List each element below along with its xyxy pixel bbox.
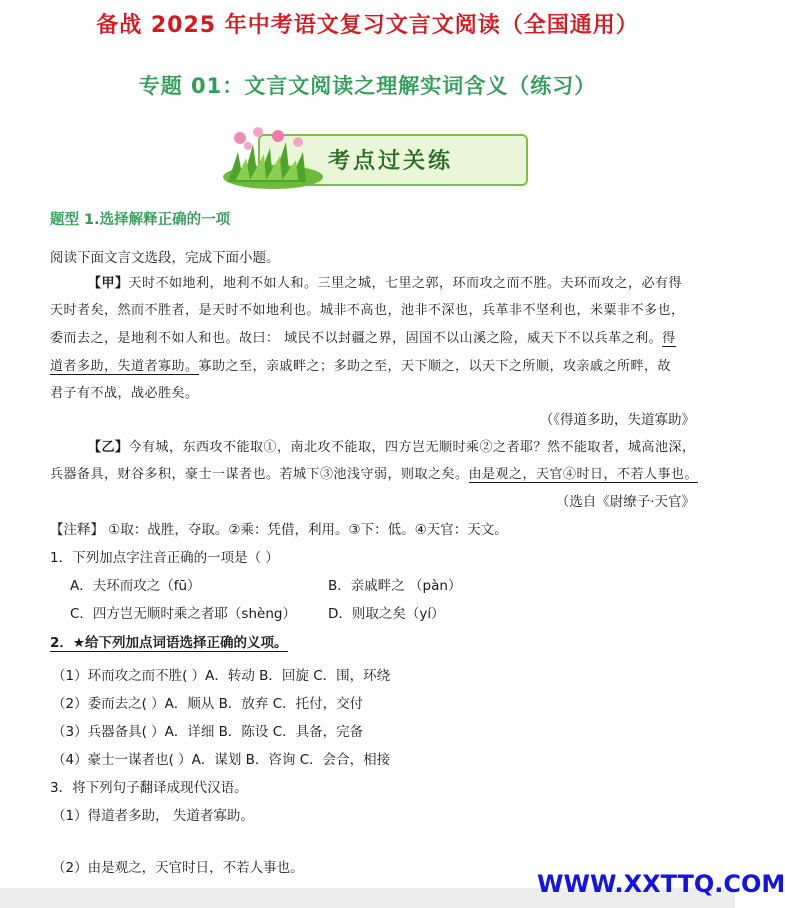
question-3-stem: 3．将下列句子翻译成现代汉语。 (50, 780, 248, 796)
q2-item: （3）兵器备具( ）A．详细 B．陈设 C．具备，完备 (52, 724, 364, 740)
passage-a-line: 委而去之，是地利不如人和也。故曰： 域民不以封疆之界，固国不以山溪之险，威天下不以兵革之利。得 (50, 331, 676, 346)
instruction: 阅读下面文言文选段，完成下面小题。 (50, 250, 280, 266)
passage-a-source: （《得道多助，失道寡助》 (539, 412, 695, 428)
question-2-stem: 2．★给下列加点词语选择正确的义项。 (50, 635, 288, 651)
q1-option-b: B．亲戚畔之 （pàn） (328, 578, 462, 594)
question-type-heading: 题型 1.选择解释正确的一项 (50, 212, 231, 228)
watermark-url[interactable]: WWW.XXTTQ.COM (537, 870, 785, 898)
q1-option-a: A．夫环而攻之（fū） (70, 578, 201, 594)
q1-option-c: C．四方岂无顺时乘之者耶（shèng） (70, 606, 296, 622)
banner-text: 考点过关练 (328, 149, 454, 174)
q2-item: （4）豪士一谋者也( ）A．谋划 B．咨询 C．会合，相接 (52, 752, 391, 768)
annotation-notes: 【注释】 ①取：战胜，夺取。②乘：凭借，利用。③下：低。④天官：天文。 (50, 522, 508, 538)
q1-option-d: D．则取之矣（yí） (328, 606, 445, 622)
document-subtitle: 专题 01：文言文阅读之理解实词含义（练习） (138, 74, 597, 98)
passage-b-source: （选自《尉缭子·天官》 (555, 494, 695, 510)
q2-item: （2）委而去之( ）A．顺从 B．放弃 C．托付，交付 (52, 696, 364, 712)
passage-b-line: 【乙】今有城，东西攻不能取①，南北攻不能取，四方岂无顺时乘②之者耶？然不能取者，城高池深， (88, 440, 696, 455)
question-1-stem: 1．下列加点字注音正确的一项是（ ） (50, 550, 279, 566)
q3-sentence-2: （2）由是观之，天官时日，不若人事也。 (52, 860, 304, 876)
q2-item: （1）环而攻之而不胜( ）A．转动 B．回旋 C．围，环绕 (52, 668, 391, 684)
section-banner (218, 122, 528, 192)
document-title: 备战 2025 年中考语文复习文言文阅读（全国通用） (96, 13, 639, 38)
passage-a-tag: 【甲】 (88, 276, 129, 291)
passage-a-line: 道者多助，失道者寡助。寡助之至，亲戚畔之；多助之至，天下顺之，以天下之所顺，攻亲戚之所畔，故 (50, 359, 672, 374)
passage-a-line: 【甲】天时不如地利，地利不如人和。三里之城，七里之郭，环而攻之而不胜。夫环而攻之，必有得 (88, 276, 683, 291)
q3-sentence-1: （1）得道者多助， 失道者寡助。 (52, 808, 254, 824)
flower-grass-icon (218, 122, 338, 192)
passage-a-line: 君子有不战，战必胜矣。 (50, 386, 199, 401)
passage-a-line: 天时者矣，然而不胜者，是天时不如地利也。城非不高也，池非不深也，兵革非不坚利也，米粟非不多也， (50, 303, 685, 318)
passage-b-tag: 【乙】 (88, 440, 129, 455)
passage-b-line: 兵器备具，财谷多积，豪士一谋者也。若城下③池浅守弱，则取之矣。由是观之，天官④时日，不若人事也。 (50, 467, 699, 482)
